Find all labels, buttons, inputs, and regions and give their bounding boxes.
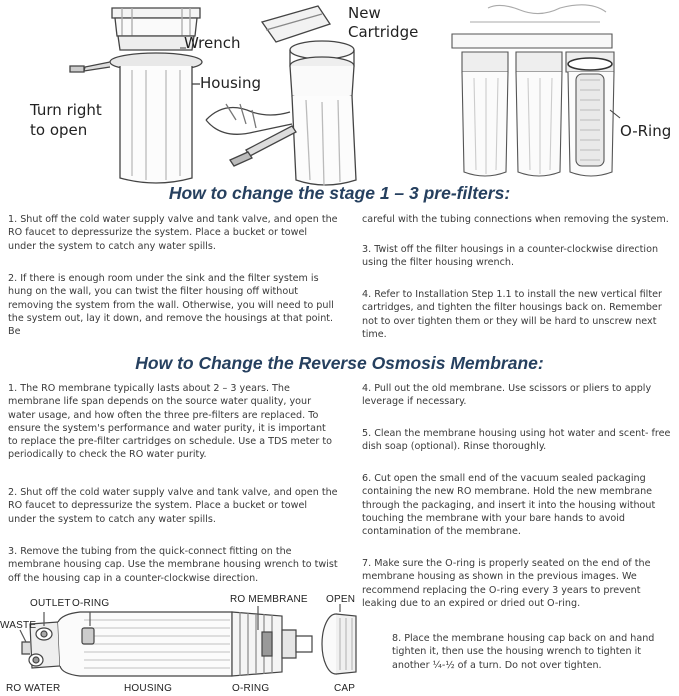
membrane-step-3: 3. Remove the tubing from the quick-connect fitting on the membrane housing cap. Use the membrane housing wrench to twist off the housing cap in a counter-clockwise direction. bbox=[8, 546, 338, 584]
prefilter-step-2-continued: careful with the tubing connections when removing the system. bbox=[362, 214, 669, 225]
prefilter-step-4: 4. Refer to Installation Step 1.1 to install the new vertical filter cartridges, and tighten the filter housings back on. Remember not to over tighten them or they will be hard to unscrew next time. bbox=[362, 289, 662, 340]
waste-label: WASTE bbox=[0, 620, 37, 631]
o-ring-callout: O-Ring bbox=[620, 122, 672, 140]
o-ring-bottom-label: O-RING bbox=[232, 683, 270, 694]
membrane-step-6: 6. Cut open the small end of the vacuum sealed packaging containing the new RO membrane. Hold the new membrane through the packaging, and insert it into the housing without touching the membrane with your bare hands to avoid contamination of the membrane. bbox=[362, 473, 656, 538]
filter-housing-with-wrench-drawing bbox=[0, 0, 679, 190]
new-cartridge-callout: New Cartridge bbox=[348, 4, 419, 41]
membrane-heading: How to Change the Reverse Osmosis Membrane: bbox=[135, 353, 544, 373]
outlet-label: OUTLET bbox=[30, 598, 71, 609]
membrane-step-8: 8. Place the membrane housing cap back on and hand tighten it, then use the housing wrench to tighten it another ¼-½ of a turn. Do not over tighten. bbox=[392, 633, 655, 671]
membrane-step-7: 7. Make sure the O-ring is properly seated on the end of the membrane housing as shown in the previous images. We recommend replacing the O-ring every 3 years to prevent leaking due to an expired or dried out O-ring. bbox=[362, 558, 651, 609]
prefilter-step-2: 2. If there is enough room under the sink and the filter system is hung on the wall, you can twist the filter housing off without removing the system from the wall. Otherwise, you will need to pull the system out, lay it down, and remove the housings at that point. Be bbox=[8, 273, 334, 338]
open-label: OPEN bbox=[326, 594, 356, 605]
wrench-callout: Wrench bbox=[184, 34, 241, 52]
membrane-step-2: 2. Shut off the cold water supply valve and tank valve, and open the RO faucet to depressurize the system. Place a bucket or towel under the system to catch any water spills. bbox=[8, 487, 338, 525]
membrane-step-4: 4. Pull out the old membrane. Use scissors or pliers to apply leverage if necessary. bbox=[362, 383, 652, 408]
o-ring-top-label: O-RING bbox=[72, 598, 110, 609]
prefilter-heading: How to change the stage 1 – 3 pre-filters: bbox=[168, 183, 511, 203]
ro-membrane-label: RO MEMBRANE bbox=[230, 594, 308, 605]
membrane-housing-drawing bbox=[0, 596, 400, 696]
prefilter-step-3: 3. Twist off the filter housings in a counter-clockwise direction using the filter housing wrench. bbox=[362, 244, 659, 269]
ro-water-label: RO WATER bbox=[6, 683, 61, 694]
cap-label: CAP bbox=[334, 683, 356, 694]
housing-label: HOUSING bbox=[124, 683, 173, 694]
membrane-step-5: 5. Clean the membrane housing using hot water and scent- free dish soap (optional). Rinse thoroughly. bbox=[362, 428, 671, 453]
membrane-step-1: 1. The RO membrane typically lasts about 2 – 3 years. The membrane life span depends on the source water quality, your water usage, and how often the three pre-filters are replaced. To ensure the system's performance and water purity, it is important to replace the pre-filter cartridges on schedule. Use a TDS meter to periodically to check the RO water purity. bbox=[8, 383, 333, 461]
turn-right-callout: Turn right to open bbox=[30, 101, 102, 139]
housing-callout: Housing bbox=[200, 74, 261, 92]
prefilter-step-1: 1. Shut off the cold water supply valve and tank valve, and open the RO faucet to depressurize the system. Place a bucket or towel under the system to catch any water spills. bbox=[8, 214, 338, 252]
